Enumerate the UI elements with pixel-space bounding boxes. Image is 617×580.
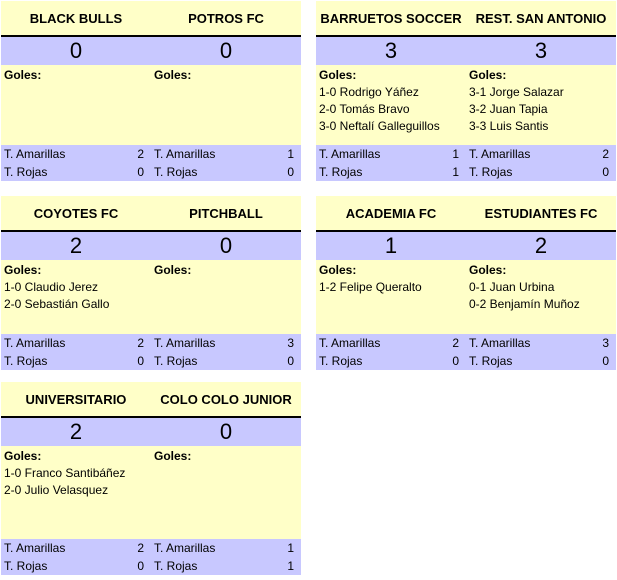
yellow-cards-label: T. Amarillas xyxy=(469,336,531,350)
red-cards-count: 0 xyxy=(287,165,294,179)
home-team-name: UNIVERSITARIO xyxy=(25,391,127,407)
home-score: 1 xyxy=(384,233,398,258)
red-cards-count: 0 xyxy=(137,559,144,573)
match-card xyxy=(1,1,301,181)
yellow-cards-count: 2 xyxy=(137,541,144,555)
away-score: 0 xyxy=(219,233,233,258)
goals-label: Goles: xyxy=(319,68,357,82)
home-cards xyxy=(316,145,466,181)
score-row xyxy=(1,35,301,65)
away-cards xyxy=(466,334,616,370)
teams-header xyxy=(1,196,301,230)
home-cards xyxy=(1,539,151,575)
goal-entry: 1-2 Felipe Queralto xyxy=(319,280,422,294)
goal-entry: 0-1 Juan Urbina xyxy=(469,280,555,294)
red-cards-count: 0 xyxy=(287,354,294,368)
yellow-cards-row xyxy=(469,334,613,352)
red-cards-row xyxy=(319,163,463,181)
home-score: 2 xyxy=(69,419,83,444)
goals-section xyxy=(316,260,616,334)
yellow-cards-count: 2 xyxy=(137,336,144,350)
goal-entry: 1-0 Franco Santibáñez xyxy=(4,466,126,480)
cards-section xyxy=(1,334,301,370)
yellow-cards-label: T. Amarillas xyxy=(4,336,66,350)
home-goals xyxy=(1,260,151,334)
goals-label: Goles: xyxy=(4,68,42,82)
yellow-cards-count: 2 xyxy=(452,336,459,350)
teams-header xyxy=(316,196,616,230)
goal-entry: 1-0 Rodrigo Yáñez xyxy=(319,85,419,99)
yellow-cards-row xyxy=(319,145,463,163)
away-goals xyxy=(151,65,301,145)
red-cards-row xyxy=(469,352,613,370)
yellow-cards-label: T. Amarillas xyxy=(154,147,216,161)
match-card xyxy=(316,196,616,370)
away-cards xyxy=(466,145,616,181)
yellow-cards-count: 3 xyxy=(287,336,294,350)
goals-label: Goles: xyxy=(154,449,192,463)
red-cards-count: 0 xyxy=(602,354,609,368)
home-team-name: COYOTES FC xyxy=(33,205,119,221)
red-cards-label: T. Rojas xyxy=(4,559,48,573)
red-cards-label: T. Rojas xyxy=(154,165,198,179)
goal-entry: 2-0 Julio Velasquez xyxy=(4,483,109,497)
goal-entry: 0-2 Benjamín Muñoz xyxy=(469,297,580,311)
red-cards-label: T. Rojas xyxy=(4,165,48,179)
goal-entry: 1-0 Claudio Jerez xyxy=(4,280,99,294)
yellow-cards-row xyxy=(469,145,613,163)
home-team-name: BARRUETOS SOCCER xyxy=(320,10,462,26)
yellow-cards-row xyxy=(4,334,148,352)
red-cards-label: T. Rojas xyxy=(154,559,198,573)
red-cards-row xyxy=(154,352,298,370)
red-cards-label: T. Rojas xyxy=(154,354,198,368)
yellow-cards-count: 2 xyxy=(137,147,144,161)
away-cards xyxy=(151,539,301,575)
yellow-cards-label: T. Amarillas xyxy=(154,541,216,555)
match-card xyxy=(1,382,301,575)
away-goals xyxy=(151,446,301,539)
yellow-cards-label: T. Amarillas xyxy=(4,541,66,555)
goals-label: Goles: xyxy=(319,263,357,277)
red-cards-count: 1 xyxy=(287,559,294,573)
away-cards xyxy=(151,334,301,370)
away-score: 0 xyxy=(219,419,233,444)
home-team-name: BLACK BULLS xyxy=(29,10,123,26)
away-team-name: REST. SAN ANTONIO xyxy=(475,10,607,26)
match-card xyxy=(316,1,616,181)
goals-label: Goles: xyxy=(154,263,192,277)
away-cards xyxy=(151,145,301,181)
goal-entry: 3-2 Juan Tapia xyxy=(469,102,548,116)
away-team-name: COLO COLO JUNIOR xyxy=(160,391,292,407)
home-goals xyxy=(1,446,151,539)
goals-label: Goles: xyxy=(154,68,192,82)
red-cards-row xyxy=(4,163,148,181)
goal-entry: 2-0 Tomás Bravo xyxy=(319,102,410,116)
score-row xyxy=(316,35,616,65)
yellow-cards-row xyxy=(154,334,298,352)
yellow-cards-count: 1 xyxy=(452,147,459,161)
goals-section xyxy=(1,446,301,539)
red-cards-count: 0 xyxy=(137,354,144,368)
red-cards-label: T. Rojas xyxy=(319,354,363,368)
home-cards xyxy=(1,145,151,181)
away-goals xyxy=(466,65,616,145)
red-cards-row xyxy=(469,163,613,181)
yellow-cards-count: 3 xyxy=(602,336,609,350)
home-score: 0 xyxy=(69,38,83,63)
goals-label: Goles: xyxy=(4,263,42,277)
cards-section xyxy=(316,145,616,181)
home-cards xyxy=(316,334,466,370)
cards-section xyxy=(1,539,301,575)
away-team-name: ESTUDIANTES FC xyxy=(484,205,598,221)
goals-label: Goles: xyxy=(4,449,42,463)
home-score: 2 xyxy=(69,233,83,258)
away-goals xyxy=(466,260,616,334)
red-cards-label: T. Rojas xyxy=(469,165,513,179)
goal-entry: 3-0 Neftalí Galleguillos xyxy=(319,119,440,133)
red-cards-count: 0 xyxy=(452,354,459,368)
away-score: 0 xyxy=(219,38,233,63)
score-row xyxy=(1,230,301,260)
goals-label: Goles: xyxy=(469,68,507,82)
away-goals xyxy=(151,260,301,334)
red-cards-count: 0 xyxy=(137,165,144,179)
yellow-cards-label: T. Amarillas xyxy=(469,147,531,161)
red-cards-count: 0 xyxy=(602,165,609,179)
red-cards-row xyxy=(319,352,463,370)
score-row xyxy=(1,416,301,446)
yellow-cards-row xyxy=(319,334,463,352)
yellow-cards-count: 1 xyxy=(287,147,294,161)
yellow-cards-row xyxy=(4,539,148,557)
goal-entry: 2-0 Sebastián Gallo xyxy=(4,297,110,311)
goal-entry: 3-1 Jorge Salazar xyxy=(469,85,564,99)
teams-header xyxy=(1,382,301,416)
yellow-cards-row xyxy=(154,539,298,557)
away-team-name: POTROS FC xyxy=(188,10,264,26)
goals-section xyxy=(316,65,616,145)
goals-section xyxy=(1,65,301,145)
yellow-cards-label: T. Amarillas xyxy=(319,147,381,161)
away-score: 3 xyxy=(534,38,548,63)
teams-header xyxy=(316,1,616,35)
cards-section xyxy=(316,334,616,370)
yellow-cards-row xyxy=(4,145,148,163)
away-team-name: PITCHBALL xyxy=(189,205,263,221)
yellow-cards-row xyxy=(154,145,298,163)
away-score: 2 xyxy=(534,233,548,258)
home-cards xyxy=(1,334,151,370)
home-team-name: ACADEMIA FC xyxy=(345,205,437,221)
yellow-cards-count: 1 xyxy=(287,541,294,555)
goals-section xyxy=(1,260,301,334)
red-cards-row xyxy=(154,557,298,575)
red-cards-count: 1 xyxy=(452,165,459,179)
yellow-cards-label: T. Amarillas xyxy=(4,147,66,161)
red-cards-label: T. Rojas xyxy=(319,165,363,179)
red-cards-row xyxy=(4,557,148,575)
teams-header xyxy=(1,1,301,35)
home-goals xyxy=(1,65,151,145)
yellow-cards-count: 2 xyxy=(602,147,609,161)
goal-entry: 3-3 Luis Santis xyxy=(469,119,549,133)
home-goals xyxy=(316,65,466,145)
yellow-cards-label: T. Amarillas xyxy=(154,336,216,350)
home-score: 3 xyxy=(384,38,398,63)
home-goals xyxy=(316,260,466,334)
goals-label: Goles: xyxy=(469,263,507,277)
score-row xyxy=(316,230,616,260)
red-cards-label: T. Rojas xyxy=(4,354,48,368)
red-cards-label: T. Rojas xyxy=(469,354,513,368)
match-card xyxy=(1,196,301,370)
red-cards-row xyxy=(4,352,148,370)
yellow-cards-label: T. Amarillas xyxy=(319,336,381,350)
red-cards-row xyxy=(154,163,298,181)
cards-section xyxy=(1,145,301,181)
